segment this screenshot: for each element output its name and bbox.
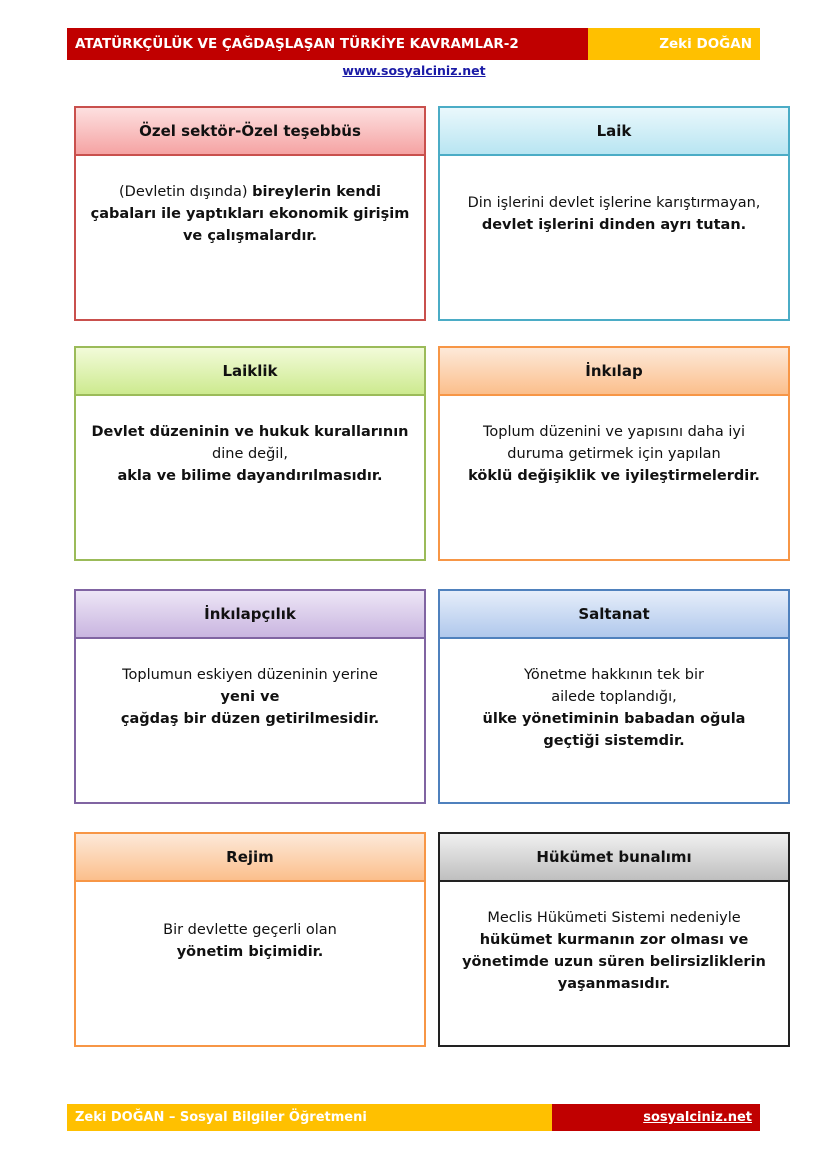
- footer-bar: [67, 1104, 760, 1131]
- author-name: Zeki DOĞAN: [588, 28, 760, 60]
- card-definition: [440, 882, 788, 995]
- definition-text: Yönetme hakkının tek bir: [524, 667, 704, 683]
- definition-text: Din işlerini devlet işlerine karıştırmayan,: [467, 195, 761, 211]
- definition-text: Bir devlette geçerli olan: [163, 922, 337, 938]
- concept-card-rejim: [74, 832, 426, 1047]
- definition-text: Toplum düzenini ve yapısını daha iyi: [482, 424, 746, 440]
- footer-author: Zeki DOĞAN – Sosyal Bilgiler Öğretmeni: [67, 1104, 552, 1131]
- definition-text-bold: yönetim biçimidir.: [176, 944, 324, 960]
- card-title: Özel sektör-Özel teşebbüs: [76, 108, 424, 156]
- concept-card-ozel-sektor: [74, 106, 426, 321]
- definition-text-bold: devlet işlerini dinden ayrı tutan.: [481, 217, 747, 233]
- definition-text-bold: ülke yönetiminin babadan oğula geçtiği sistemdir.: [482, 711, 746, 749]
- concept-card-laik: [438, 106, 790, 321]
- document-title: ATATÜRKÇÜLÜK VE ÇAĞDAŞLAŞAN TÜRKİYE KAVRAMLAR-2: [67, 28, 588, 60]
- definition-text-bold: köklü değişiklik ve iyileştirmelerdir.: [468, 468, 760, 484]
- definition-text: Meclis Hükümeti Sistemi nedeniyle: [487, 910, 741, 926]
- definition-text: ailede toplandığı,: [551, 689, 677, 705]
- definition-text: (Devletin dışında): [119, 184, 253, 200]
- definition-text-bold: çağdaş bir düzen getirilmesidir.: [120, 711, 380, 727]
- card-title: Laik: [440, 108, 788, 156]
- card-title: Saltanat: [440, 591, 788, 639]
- website-link[interactable]: www.sosyalciniz.net: [342, 63, 486, 78]
- definition-text: Toplumun eskiyen düzeninin yerine: [122, 667, 378, 683]
- card-title: İnkılap: [440, 348, 788, 396]
- footer-website-link[interactable]: sosyalciniz.net: [552, 1104, 760, 1131]
- definition-text: dine değil,: [212, 446, 288, 462]
- definition-text-bold: hükümet kurmanın zor olması ve yönetimde uzun süren belirsizliklerin yaşanmasıdır.: [462, 932, 766, 992]
- definition-text-bold: Devlet düzeninin ve hukuk kurallarının: [91, 424, 409, 440]
- card-definition: [440, 639, 788, 752]
- card-definition: [76, 396, 424, 487]
- card-definition: [76, 639, 424, 730]
- card-title: Rejim: [76, 834, 424, 882]
- definition-text-bold: yeni ve: [220, 689, 280, 705]
- card-title: İnkılapçılık: [76, 591, 424, 639]
- definition-text-bold: bireylerin kendi çabaları ile yaptıkları ekonomik girişim ve çalışmalardır.: [90, 184, 410, 244]
- concept-card-inkilap: [438, 346, 790, 561]
- card-definition: [440, 156, 788, 236]
- concept-card-laiklik: [74, 346, 426, 561]
- concept-card-saltanat: [438, 589, 790, 804]
- card-title: Laiklik: [76, 348, 424, 396]
- card-definition: [76, 882, 424, 963]
- definition-text-bold: akla ve bilime dayandırılmasıdır.: [117, 468, 383, 484]
- card-definition: [440, 396, 788, 487]
- definition-text: duruma getirmek için yapılan: [507, 446, 721, 462]
- concept-card-inkilapcilik: [74, 589, 426, 804]
- card-definition: [76, 156, 424, 247]
- concept-card-hukumet-bunalimi: [438, 832, 790, 1047]
- card-title: Hükümet bunalımı: [440, 834, 788, 882]
- header-bar: [67, 28, 760, 60]
